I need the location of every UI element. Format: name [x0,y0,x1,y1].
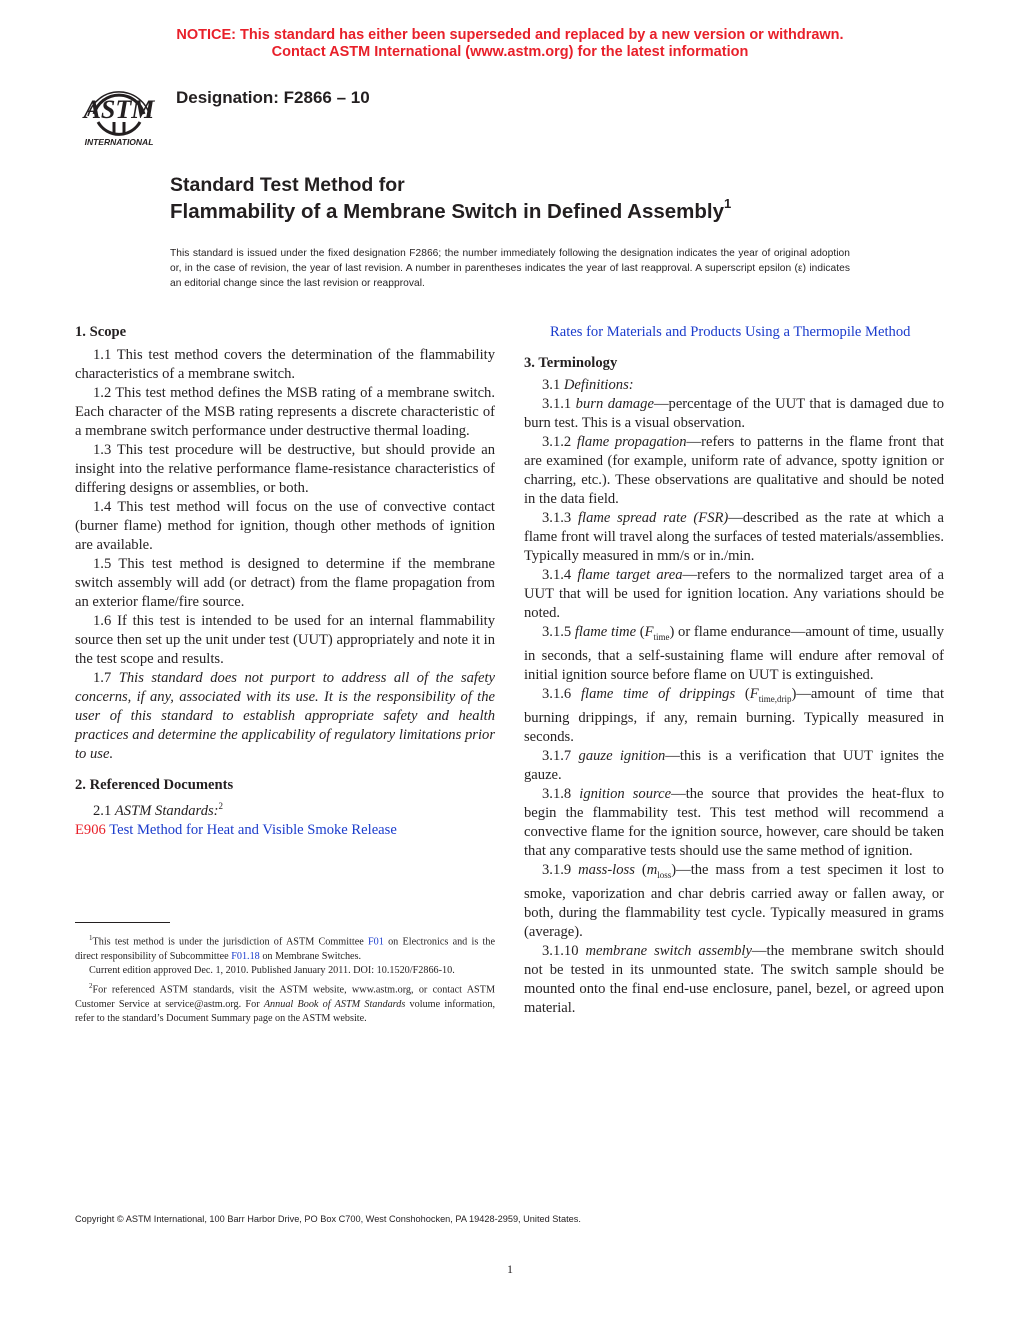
scope-1-1: 1.1 This test method covers the determination of the flammability characteristics of a membrane switch. [75,347,495,382]
footnotes [75,931,495,1027]
term-3-1 [524,376,944,395]
term-3-1-3 [524,509,944,566]
scope-1-7-text: This standard does not purport to address all of the safety concerns, if any, associated with its use. It is the responsibility of the user of this standard to establish appropriate safety and health practices and determine the applicability of regulatory limitations prior to use. [75,670,495,762]
scope-1-5: 1.5 This test method is designed to determine if the membrane switch assembly will add (or detract) from the flame propagation from an exterior flame/fire source. [75,556,495,610]
term-name: ignition source [579,785,672,802]
term-3-1-6: 3.1.6 flame time of drippings $(F_{time,drip})—amount$ of time that burning drippings, if any, remain burning. Typically measured in seconds. [524,685,944,745]
refdocs-2-1-sup: 2 [218,801,224,811]
term-num: 3.1.3 [542,510,578,526]
term-num: 3.1.6 [542,685,581,702]
refdocs-heading: 2. Referenced Documents [75,777,234,793]
term-name: flame propagation [576,434,687,450]
term-3-1-label: Definitions: [563,377,634,393]
footnote-1-text-b: on Electronics and is the direct responsibility of Subcommittee [75,936,495,962]
term-num: 3.1.4 [542,567,578,583]
term-name: gauze ignition [578,747,666,764]
footnote-2-text-b: volume information, refer to the standard’s Document Summary page on the ASTM website. [75,998,495,1025]
left-column [75,323,495,840]
superseded-notice [0,27,1020,61]
scope-1-7 [75,669,495,764]
refdocs-2-1 [75,797,495,821]
footnote-2-mark: 2 [89,981,93,990]
footnote-edition: Current edition approved Dec. 1, 2010. Published January 2011. DOI: 10.1520/F2866-10. [89,965,455,977]
term-subscript: loss [657,869,672,880]
term-text: ) or flame endurance—amount of time, usually in seconds, that a self-sustaining flame will endure after removal of initial ignition source before flame on UUT is extinguished. [524,624,944,683]
scope-1-4: 1.4 This test method will focus on the use of convective contact (burner flame) method for ignition, though other methods of ignition are available. [75,499,495,553]
reference-e906-title-a[interactable]: Test Method for Heat and Visible Smoke Release [105,821,397,838]
term-name: flame time of drippings [580,685,736,702]
term-subscript: time [653,631,670,642]
term-text: )—amount of time that burning drippings, if any, remain burning. Typically measured in seconds. [524,685,944,745]
title-footnote-mark: 1 [724,196,732,211]
term-3-1-num: 3.1 [542,377,564,393]
term-num: 3.1.7 [542,747,579,764]
term-name: membrane switch assembly [585,942,752,959]
term-text: —refers to the normalized target area of a UUT that will be used for ignition location. Any variations should be noted. [524,567,944,621]
scope-1-2: 1.2 This test method defines the MSB rating of a membrane switch. Each character of the MSB rating represents a discrete characteristic of a membrane switch performance under destructive thermal loading. [75,385,495,439]
term-name: flame target area [577,567,683,583]
term-3-1-5: 3.1.5 flame time $(F_{time})$ or flame endurance—amount of time, usually in seconds, that a self-sustaining flame will endure after removal of initial ignition source before flame on UUT is extinguished. [524,624,944,683]
term-text: —the source that provides the heat-flux to begin the flammability test. This test method will recommend a convective flame for the ignition source, however, care should be taken that any comparative tests should use the same method of ignition. [524,785,945,859]
term-3-1-2 [524,433,944,509]
designation: Designation: F2866 – 10 [176,88,370,107]
term-3-1-7 [524,747,944,785]
refdocs-2-1-num: 2.1 [93,802,115,819]
scope-heading: 1. Scope [75,324,127,340]
notice-line-2: Contact ASTM International (www.astm.org) for the latest information [271,44,749,60]
page-number: 1 [507,1262,513,1276]
term-num: 3.1.10 [542,942,586,959]
term-name: flame spread rate (FSR) [577,510,729,526]
intro-paragraph: This standard is issued under the fixed designation F2866; the number immediately following the designation indicates the year of original adoption or, in the case of revision, the year of last revision. A number in parentheses indicates the year of last reapproval. A superscript epsilon (ε) indicates an editorial change since the last revision or reapproval. [170,248,850,289]
subcommittee-f01-18-link[interactable]: F01.18 [231,950,260,962]
term-text: —this is a verification that UUT ignites the gauze. [524,747,945,783]
footnote-2-text-a: For referenced ASTM standards, visit the ASTM website, www.astm.org, or contact ASTM Customer Service at service@astm.org. For [75,984,495,1010]
footnote-1-mark: 1 [89,934,93,942]
term-3-1-1 [524,395,944,433]
footnote-1-text-a: This test method is under the jurisdiction of ASTM Committee [92,936,368,948]
term-3-1-10 [524,942,944,1018]
astm-logo [74,72,164,152]
reference-e906-code[interactable]: E906 [75,821,106,838]
term-text: —described as the rate at which a flame front will travel along the surfaces of tested materials/assemblies. Typically measured in mm/s or in./min. [524,510,944,564]
term-3-1-4 [524,566,944,623]
term-3-1-9: 3.1.9 mass-loss $(m_{loss})—the$ mass from a test specimen it lost to smoke, vaporization and char debris carried away or fallen away, or both, during the flammability test cycle. Typically measured in grams (average). [524,861,944,940]
term-num: 3.1.1 [542,396,576,412]
footnote-1 [75,931,495,964]
term-text: —the membrane switch should not be tested in its unmounted state. The switch sample should be mounted onto the final end-use enclosure, panel, bezel, or agreed upon material. [524,942,944,1016]
term-name: flame time [574,624,637,640]
term-text: —refers to patterns in the flame front that are examined (for example, uniform rate of advance, spotty ignition or charring, etc.). These observations are qualitative and should be noted in the data field. [524,434,944,507]
term-name: mass-loss [578,861,635,878]
term-3-1-8 [524,785,944,861]
logo-caption: INTERNATIONAL [84,137,154,147]
title-line-2 [170,198,731,224]
scope-1-3: 1.3 This test procedure will be destructive, but should provide an insight into the relative performance flame-resistance characteristics of differing designs or assemblies, or both. [75,442,495,496]
term-subscript: time,drip [758,693,792,704]
right-column [524,323,944,1018]
terminology-heading: 3. Terminology [524,355,618,371]
astm-logo-icon [74,72,164,152]
footnote-2 [75,979,495,1027]
term-num: 3.1.2 [542,434,577,450]
reference-e906-title-b[interactable]: Rates for Materials and Products Using a Thermopile Method [550,324,911,340]
term-text: —percentage of the UUT that is damaged due to burn test. This is a visual observation. [524,396,944,431]
term-symbol: F [644,624,654,640]
title-text: Flammability of a Membrane Switch in Defined Assembly [170,199,725,223]
term-num: 3.1.9 [542,861,579,878]
term-num: 3.1.8 [542,785,580,802]
copyright: Copyright © ASTM International, 100 Barr Harbor Drive, PO Box C700, West Conshohocken, PA 19428-2959, United States. [75,1214,581,1224]
term-symbol: m [646,861,658,878]
scope-1-6: 1.6 If this test is intended to be used for an internal flammability source then set up the unit under test (UUT) appropriately and note it in the test scope and results. [75,613,495,667]
term-name: burn damage [575,396,654,412]
scope-1-7-num: 1.7 [93,670,119,686]
refdocs-2-1-label: ASTM Standards: [114,802,219,819]
term-text: )—the mass from a test specimen it lost to smoke, vaporization and char debris carried away or fallen away, or both, during the flammability test cycle. Typically measured in grams (average). [524,861,944,940]
term-symbol: F [749,685,759,702]
term-num: 3.1.5 [542,624,575,640]
footnote-divider [75,922,170,923]
footnote-1-text-c: on Membrane Switches. [259,950,362,962]
logo-wordmark: ASTM [83,95,155,124]
footnote-2-italic: Annual Book of ASTM Standards [263,998,406,1010]
committee-f01-link[interactable]: F01 [368,936,384,948]
reference-e906[interactable] [75,821,495,840]
notice-line-1: NOTICE: This standard has either been superseded and replaced by a new version or withdrawn. [176,27,844,43]
title-line-1: Standard Test Method for [170,174,405,196]
